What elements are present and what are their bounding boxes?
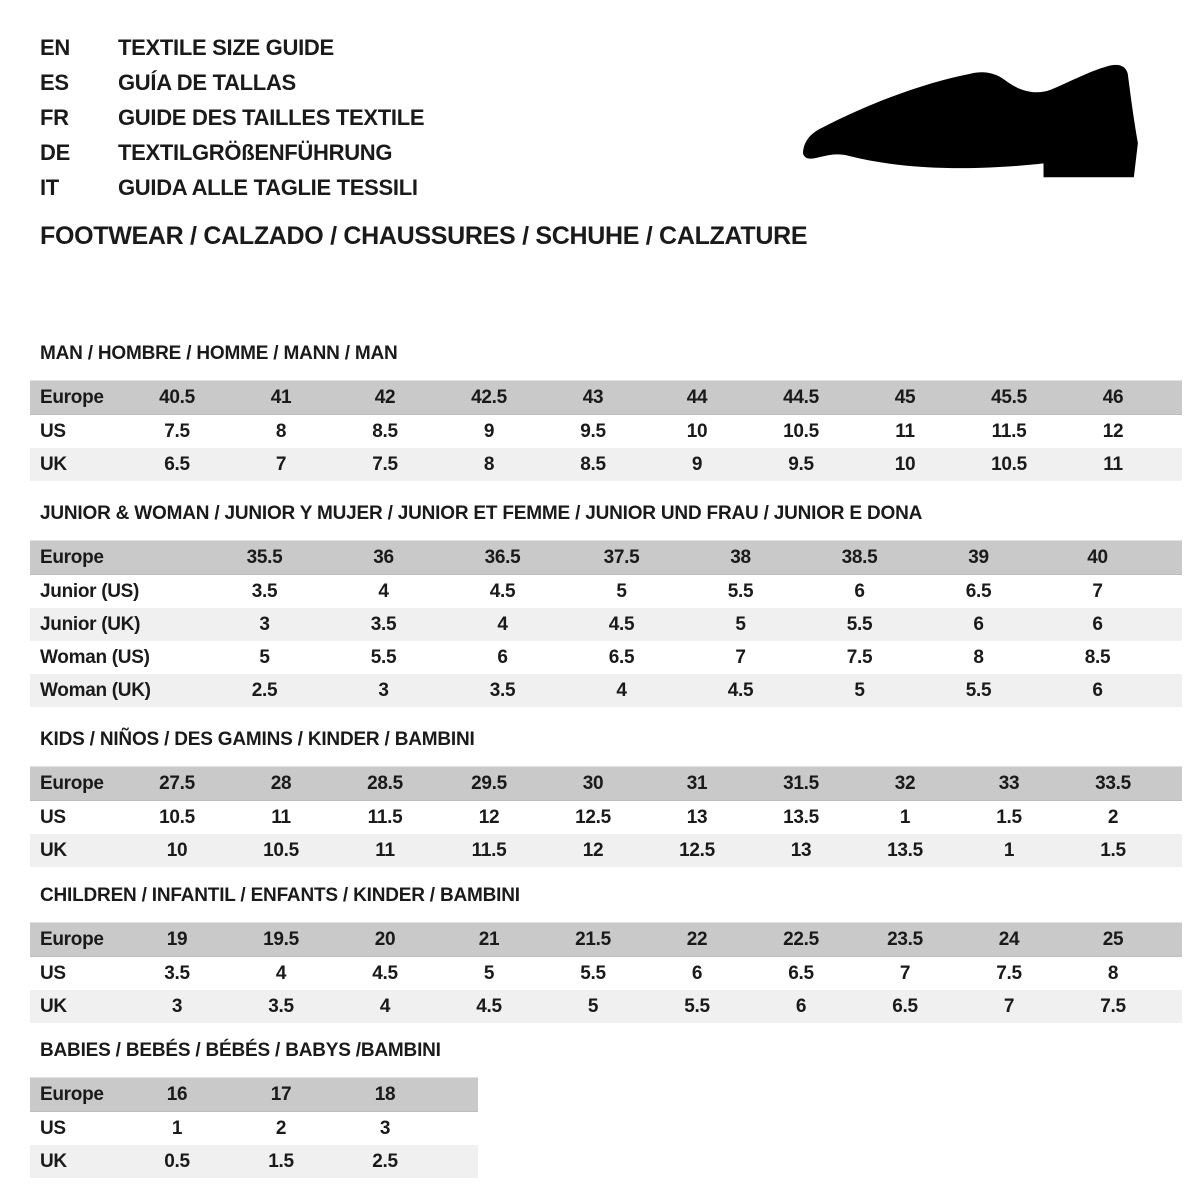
size-cell: 9 xyxy=(483,420,495,442)
size-cell: 11.5 xyxy=(367,806,403,828)
row-label: US xyxy=(40,1117,66,1139)
size-cell: 3.5 xyxy=(268,995,294,1017)
size-cell: 3 xyxy=(379,1117,391,1139)
table-row xyxy=(30,641,1182,674)
table-row xyxy=(30,448,1182,481)
size-table-babies xyxy=(30,1077,478,1178)
size-cell: 5 xyxy=(259,646,270,668)
lang-code: FR xyxy=(40,104,69,130)
section-babies xyxy=(30,1040,1190,1178)
table-row xyxy=(30,1077,478,1112)
size-cell: 7.5 xyxy=(164,420,190,442)
category-heading: FOOTWEAR / CALZADO / CHAUSSURES / SCHUHE / CALZATURE xyxy=(40,222,808,250)
row-label: Junior (UK) xyxy=(40,613,141,635)
size-cell: 6.5 xyxy=(965,580,992,602)
size-cell: 5 xyxy=(587,995,599,1017)
size-cell: 25 xyxy=(1102,928,1124,950)
size-cell: 1 xyxy=(1003,839,1015,861)
size-cell: 20 xyxy=(374,928,396,950)
row-label: Europe xyxy=(40,386,104,408)
size-cell: 40 xyxy=(1087,546,1108,568)
row-label: Europe xyxy=(40,1083,104,1105)
table-row xyxy=(30,575,1182,608)
size-cell: 4.5 xyxy=(608,613,635,635)
size-cell: 9.5 xyxy=(788,453,814,475)
size-cell: 3 xyxy=(378,679,389,701)
size-cell: 5.5 xyxy=(370,646,397,668)
lang-row-fr xyxy=(40,100,424,135)
row-label: US xyxy=(40,806,66,828)
size-cell: 1.5 xyxy=(1100,839,1126,861)
size-cell: 23.5 xyxy=(887,928,923,950)
size-cell: 5.5 xyxy=(727,580,754,602)
lang-row-it xyxy=(40,170,424,205)
section-heading: MAN / HOMBRE / HOMME / MANN / MAN xyxy=(40,343,398,364)
size-cell: 4 xyxy=(378,580,389,602)
size-cell: 7 xyxy=(1092,580,1103,602)
section-heading: BABIES / BEBÉS / BÉBÉS / BABYS /BAMBINI xyxy=(40,1040,441,1061)
lang-row-de xyxy=(40,135,424,170)
size-cell: 6 xyxy=(973,613,984,635)
size-cell: 6 xyxy=(1092,613,1103,635)
row-label: Junior (US) xyxy=(40,580,140,602)
size-cell: 44 xyxy=(686,386,708,408)
size-cell: 4.5 xyxy=(727,679,754,701)
size-cell: 19.5 xyxy=(263,928,299,950)
size-cell: 7 xyxy=(735,646,746,668)
size-cell: 41 xyxy=(270,386,292,408)
size-cell: 1 xyxy=(899,806,911,828)
size-cell: 40.5 xyxy=(159,386,195,408)
table-row xyxy=(30,608,1182,641)
size-cell: 8 xyxy=(483,453,495,475)
size-cell: 13 xyxy=(686,806,708,828)
size-table-children xyxy=(30,922,1182,1023)
size-cell: 1 xyxy=(171,1117,183,1139)
lang-code: EN xyxy=(40,34,70,60)
size-cell: 6.5 xyxy=(788,962,814,984)
section-junior-woman xyxy=(30,503,1190,707)
size-cell: 7 xyxy=(1003,995,1015,1017)
size-cell: 6 xyxy=(497,646,508,668)
size-cell: 3.5 xyxy=(164,962,190,984)
size-cell: 33.5 xyxy=(1095,772,1131,794)
size-cell: 18 xyxy=(374,1083,396,1105)
size-cell: 5 xyxy=(483,962,495,984)
row-label: US xyxy=(40,962,66,984)
table-row xyxy=(30,674,1182,707)
size-cell: 8 xyxy=(1107,962,1119,984)
row-label: UK xyxy=(40,453,67,475)
table-row xyxy=(30,834,1182,867)
section-children xyxy=(30,885,1190,1023)
size-cell: 31.5 xyxy=(783,772,819,794)
size-cell: 6.5 xyxy=(608,646,635,668)
section-heading: KIDS / NIÑOS / DES GAMINS / KINDER / BAMBINI xyxy=(40,729,475,750)
size-cell: 4 xyxy=(497,613,508,635)
size-cell: 10 xyxy=(166,839,188,861)
size-cell: 11 xyxy=(895,420,915,442)
size-cell: 36.5 xyxy=(484,546,521,568)
row-label: Europe xyxy=(40,546,104,568)
size-cell: 5.5 xyxy=(684,995,710,1017)
row-label: Europe xyxy=(40,928,104,950)
size-cell: 4 xyxy=(616,679,627,701)
size-cell: 29.5 xyxy=(471,772,507,794)
table-row xyxy=(30,1145,478,1178)
size-cell: 33 xyxy=(998,772,1020,794)
size-cell: 44.5 xyxy=(783,386,819,408)
size-cell: 42 xyxy=(374,386,396,408)
row-label: UK xyxy=(40,995,67,1017)
size-cell: 10.5 xyxy=(991,453,1027,475)
table-row xyxy=(30,540,1182,575)
size-cell: 7 xyxy=(899,962,911,984)
size-cell: 2 xyxy=(275,1117,287,1139)
size-cell: 12 xyxy=(478,806,500,828)
size-cell: 4 xyxy=(275,962,287,984)
size-cell: 21 xyxy=(478,928,500,950)
size-cell: 43 xyxy=(582,386,604,408)
size-cell: 10.5 xyxy=(159,806,195,828)
size-cell: 7.5 xyxy=(372,453,398,475)
size-cell: 6 xyxy=(1092,679,1103,701)
size-cell: 30 xyxy=(582,772,604,794)
lang-title: TEXTILE SIZE GUIDE xyxy=(118,34,334,60)
lang-title: GUÍA DE TALLAS xyxy=(118,69,296,95)
table-row xyxy=(30,801,1182,834)
size-cell: 39 xyxy=(968,546,989,568)
lang-code: ES xyxy=(40,69,69,95)
lang-row-es xyxy=(40,65,424,100)
size-cell: 10.5 xyxy=(263,839,299,861)
size-cell: 45 xyxy=(894,386,916,408)
size-cell: 2.5 xyxy=(251,679,278,701)
size-cell: 35.5 xyxy=(246,546,283,568)
size-cell: 21.5 xyxy=(575,928,611,950)
size-cell: 3.5 xyxy=(489,679,516,701)
lang-code: IT xyxy=(40,174,59,200)
row-label: Europe xyxy=(40,772,104,794)
size-cell: 22.5 xyxy=(783,928,819,950)
size-cell: 1.5 xyxy=(996,806,1022,828)
size-cell: 7.5 xyxy=(1100,995,1126,1017)
size-cell: 7 xyxy=(275,453,287,475)
lang-row-en xyxy=(40,30,424,65)
row-label: Woman (US) xyxy=(40,646,150,668)
shoe-icon xyxy=(800,62,1145,190)
size-cell: 6 xyxy=(854,580,865,602)
section-kids xyxy=(30,729,1190,867)
size-cell: 6 xyxy=(795,995,807,1017)
size-cell: 38.5 xyxy=(841,546,878,568)
size-cell: 4.5 xyxy=(489,580,516,602)
size-cell: 45.5 xyxy=(991,386,1027,408)
row-label: US xyxy=(40,420,66,442)
size-cell: 11 xyxy=(271,806,291,828)
size-cell: 8.5 xyxy=(372,420,398,442)
size-cell: 46 xyxy=(1102,386,1124,408)
size-cell: 13.5 xyxy=(783,806,819,828)
size-cell: 22 xyxy=(686,928,708,950)
table-row xyxy=(30,1112,478,1145)
size-cell: 38 xyxy=(730,546,751,568)
size-cell: 5 xyxy=(735,613,746,635)
size-cell: 3 xyxy=(171,995,183,1017)
size-cell: 7.5 xyxy=(846,646,873,668)
size-cell: 3.5 xyxy=(251,580,278,602)
size-cell: 2 xyxy=(1107,806,1119,828)
size-table-man xyxy=(30,380,1182,481)
size-cell: 6 xyxy=(691,962,703,984)
size-cell: 5 xyxy=(854,679,865,701)
size-cell: 2.5 xyxy=(372,1150,398,1172)
size-cell: 36 xyxy=(373,546,394,568)
table-row xyxy=(30,957,1182,990)
size-cell: 12.5 xyxy=(575,806,611,828)
size-cell: 19 xyxy=(166,928,188,950)
size-cell: 13.5 xyxy=(887,839,923,861)
size-cell: 10 xyxy=(894,453,916,475)
size-cell: 9 xyxy=(691,453,703,475)
section-man xyxy=(30,343,1190,481)
section-heading: JUNIOR & WOMAN / JUNIOR Y MUJER / JUNIOR ET FEMME / JUNIOR UND FRAU / JUNIOR E DONA xyxy=(40,503,923,524)
size-cell: 7.5 xyxy=(996,962,1022,984)
size-cell: 6.5 xyxy=(892,995,918,1017)
size-cell: 5.5 xyxy=(965,679,992,701)
size-cell: 12.5 xyxy=(679,839,715,861)
row-label: Woman (UK) xyxy=(40,679,151,701)
size-cell: 24 xyxy=(998,928,1020,950)
size-cell: 10.5 xyxy=(783,420,819,442)
size-table-kids xyxy=(30,766,1182,867)
size-cell: 3 xyxy=(259,613,270,635)
table-row xyxy=(30,380,1182,415)
table-row xyxy=(30,990,1182,1023)
size-cell: 12 xyxy=(582,839,604,861)
size-cell: 12 xyxy=(1102,420,1124,442)
language-title-block xyxy=(40,30,424,205)
size-cell: 10 xyxy=(686,420,708,442)
row-label: UK xyxy=(40,839,67,861)
size-cell: 5.5 xyxy=(846,613,873,635)
size-cell: 13 xyxy=(790,839,812,861)
size-cell: 8.5 xyxy=(580,453,606,475)
size-cell: 37.5 xyxy=(603,546,640,568)
size-cell: 8.5 xyxy=(1084,646,1111,668)
size-cell: 28.5 xyxy=(367,772,403,794)
lang-title: GUIDE DES TAILLES TEXTILE xyxy=(118,104,425,130)
table-row xyxy=(30,415,1182,448)
size-table-junior-woman xyxy=(30,540,1182,707)
table-row xyxy=(30,766,1182,801)
table-row xyxy=(30,922,1182,957)
size-cell: 5.5 xyxy=(580,962,606,984)
size-cell: 11 xyxy=(375,839,395,861)
size-cell: 11.5 xyxy=(991,420,1027,442)
size-cell: 32 xyxy=(894,772,916,794)
size-cell: 42.5 xyxy=(471,386,507,408)
size-cell: 11 xyxy=(1103,453,1123,475)
size-cell: 4.5 xyxy=(476,995,502,1017)
size-cell: 1.5 xyxy=(268,1150,294,1172)
size-cell: 28 xyxy=(270,772,292,794)
size-cell: 6.5 xyxy=(164,453,190,475)
size-cell: 4.5 xyxy=(372,962,398,984)
size-cell: 27.5 xyxy=(159,772,195,794)
row-label: UK xyxy=(40,1150,67,1172)
lang-title: TEXTILGRÖßENFÜHRUNG xyxy=(118,139,393,165)
lang-title: GUIDA ALLE TAGLIE TESSILI xyxy=(118,174,418,200)
lang-code: DE xyxy=(40,139,70,165)
size-cell: 11.5 xyxy=(471,839,507,861)
section-heading: CHILDREN / INFANTIL / ENFANTS / KINDER / BAMBINI xyxy=(40,885,520,906)
size-cell: 4 xyxy=(379,995,391,1017)
size-cell: 8 xyxy=(275,420,287,442)
size-cell: 17 xyxy=(270,1083,292,1105)
size-cell: 16 xyxy=(166,1083,188,1105)
size-cell: 3.5 xyxy=(370,613,397,635)
size-cell: 0.5 xyxy=(164,1150,190,1172)
size-cell: 5 xyxy=(616,580,627,602)
size-cell: 8 xyxy=(973,646,984,668)
size-cell: 9.5 xyxy=(580,420,606,442)
size-cell: 31 xyxy=(686,772,708,794)
